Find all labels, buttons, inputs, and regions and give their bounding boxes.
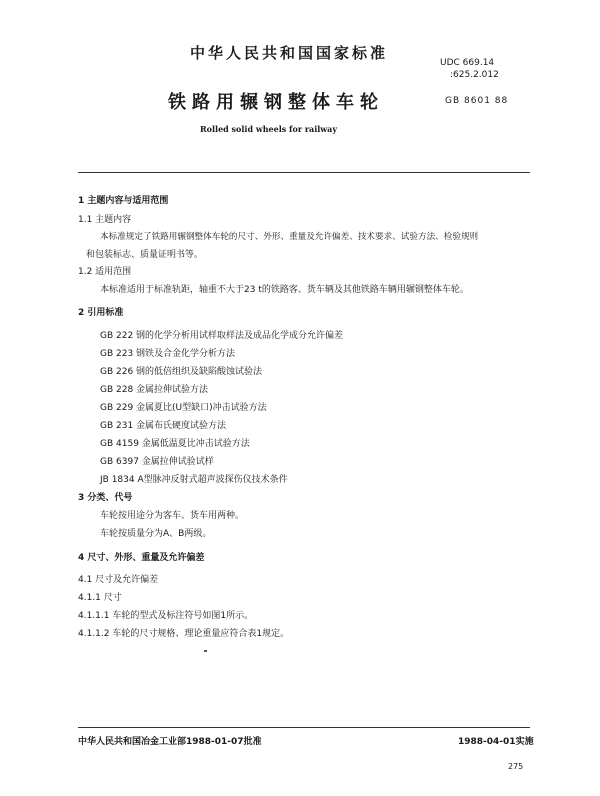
- section-4-1-heading: 4.1 尺寸及允许偏差: [78, 575, 159, 585]
- section-3-heading: 3 分类、代号: [78, 493, 133, 503]
- reference-item: GB 231 金属布氏硬度试验方法: [100, 421, 227, 431]
- section-4-1-1-1: 4.1.1.1 车轮的型式及标注符号如图1所示。: [78, 611, 254, 621]
- section-1-2-body: 本标准适用于标准轨距，轴重不大于23 t的铁路客、货车辆及其他铁路车辆用辗钢整体车轮。: [100, 285, 469, 295]
- udc-code-line2: :625.2.012: [450, 70, 499, 80]
- reference-item: GB 6397 金属拉伸试验试样: [100, 457, 214, 467]
- section-1-1-heading: 1.1 主题内容: [78, 215, 132, 225]
- approval-statement: 中华人民共和国冶金工业部1988-01-07批准: [78, 737, 262, 747]
- issuing-authority: 中华人民共和国国家标准: [190, 44, 389, 62]
- document-title: 铁路用辗钢整体车轮: [168, 92, 384, 113]
- section-4-1-1-heading: 4.1.1 尺寸: [78, 593, 122, 603]
- section-4-heading: 4 尺寸、外形、重量及允许偏差: [78, 553, 205, 563]
- standard-number: GB 8601 88: [445, 96, 509, 106]
- section-3-body-line2: 车轮按质量分为A、B两级。: [100, 529, 212, 539]
- section-1-1-body-line2: 和包装标志、质量证明书等。: [86, 250, 204, 260]
- reference-item: GB 228 金属拉伸试验方法: [100, 385, 209, 395]
- footer-divider: [78, 727, 530, 728]
- section-1-heading: 1 主题内容与适用范围: [78, 196, 169, 206]
- reference-item: JB 1834 A型脉冲反射式超声波探伤仪技术条件: [100, 475, 288, 485]
- page-number: 275: [508, 762, 524, 771]
- reference-item: GB 223 钢铁及合金化学分析方法: [100, 349, 236, 359]
- reference-item: GB 4159 金属低温夏比冲击试验方法: [100, 439, 250, 449]
- reference-item: GB 226 钢的低倍组织及缺陷酸蚀试验法: [100, 367, 263, 377]
- scan-speck: [204, 650, 207, 652]
- reference-item: GB 229 金属夏比(U型缺口)冲击试验方法: [100, 403, 267, 413]
- udc-code-line1: UDC 669.14: [440, 58, 495, 68]
- section-2-heading: 2 引用标准: [78, 308, 124, 318]
- section-1-1-body-line1: 本标准规定了铁路用辗钢整体车轮的尺寸、外形、重量及允许偏差、技术要求、试验方法、检验规则: [100, 232, 479, 242]
- implementation-date: 1988-04-01实施: [458, 737, 534, 747]
- section-3-body-line1: 车轮按用途分为客车、货车用两种。: [100, 511, 245, 521]
- header-divider: [78, 172, 530, 173]
- section-4-1-1-2: 4.1.1.2 车轮的尺寸规格、理论重量应符合表1规定。: [78, 629, 290, 639]
- english-title: Rolled solid wheels for railway: [200, 124, 338, 134]
- reference-item: GB 222 钢的化学分析用试样取样法及成品化学成分允许偏差: [100, 331, 344, 341]
- section-1-2-heading: 1.2 适用范围: [78, 267, 132, 277]
